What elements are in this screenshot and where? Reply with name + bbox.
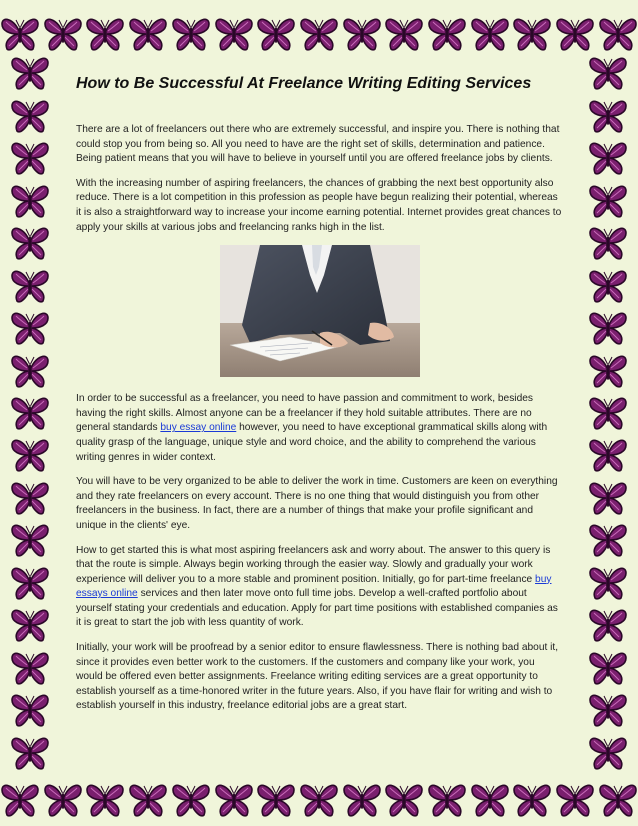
- butterfly-icon: [43, 16, 83, 52]
- butterfly-icon: [588, 607, 628, 643]
- butterfly-icon: [10, 607, 50, 643]
- paragraph-2: With the increasing number of aspiring freelancers, the chances of grabbing the next best opportunity also reduce. There is a lot competition in this profession as people have begun realizing their potential, whereas it is also a straightforward way to increase your income earning potential. Internet provides great chances to apply your skills at various jobs and freelancing ranks high in the list.: [76, 177, 562, 233]
- butterfly-icon: [588, 183, 628, 219]
- paragraph-5: [76, 544, 564, 632]
- paragraph-5-text-after: services and then later move onto full time jobs. Develop a well-crafted portfolio about yourself stating your credentials and education. Apply for part time positions with established companies as it is great to start the job with less quantity of work.: [76, 588, 558, 629]
- butterfly-icon: [588, 268, 628, 304]
- butterfly-icon: [299, 16, 339, 52]
- butterfly-icon: [555, 782, 595, 818]
- butterfly-icon: [427, 782, 467, 818]
- butterfly-icon: [171, 16, 211, 52]
- butterfly-icon: [588, 225, 628, 261]
- butterfly-icon: [10, 437, 50, 473]
- butterfly-icon: [588, 395, 628, 431]
- butterfly-icon: [214, 782, 254, 818]
- butterfly-icon: [588, 480, 628, 516]
- butterfly-icon: [43, 782, 83, 818]
- butterfly-icon: [588, 650, 628, 686]
- butterfly-icon: [588, 310, 628, 346]
- paragraph-6: Initially, your work will be proofread by a senior editor to ensure flawlessness. There is nothing bad about it, since it provides even better work to the customers. If the customers and company like your work, you would be offered even better assignments. Freelance writing editing services are a great opportunity to establish yourself as a time-honored writer in the future years. Also, if you have flair for writing and wish to establish yourself in this industry, freelance editorial jobs are a great start.: [76, 642, 559, 712]
- butterfly-icon: [342, 782, 382, 818]
- bottom-butterfly-border: [0, 774, 638, 826]
- butterfly-icon: [10, 55, 50, 91]
- paragraph-4: You will have to be very organized to be able to deliver the work in time. Customers are keen on everything and they rate freelancers on every account. There is no one thing that would distinguish you from other freelancers in the business. In fact, there are a number of things that make your profile significant and unique in the clients' eye.: [76, 476, 558, 531]
- butterfly-icon: [588, 55, 628, 91]
- person-writing-photo: [220, 245, 420, 377]
- butterfly-icon: [10, 522, 50, 558]
- top-butterfly-border: [0, 8, 638, 60]
- butterfly-icon: [427, 16, 467, 52]
- butterfly-icon: [588, 353, 628, 389]
- right-butterfly-border: [582, 52, 634, 774]
- butterfly-icon: [10, 565, 50, 601]
- paragraph-3-text-after: however, you need to have exceptional grammatical skills along with quality grasp of the language, unique style and word choice, and the ability to comprehend the various writing genres in wider context.: [76, 422, 548, 463]
- buy-essays-online-link[interactable]: buy essays online: [76, 573, 552, 600]
- butterfly-icon: [256, 782, 296, 818]
- left-butterfly-border: [4, 52, 56, 774]
- butterfly-icon: [85, 16, 125, 52]
- butterfly-icon: [598, 16, 638, 52]
- butterfly-icon: [512, 782, 552, 818]
- butterfly-icon: [10, 480, 50, 516]
- paragraph-3-text-before: In order to be successful as a freelancer, you need to have passion and commitment to work, besides having the right skills. Almost anyone can be a freelancer if they hold suitable attributes. There are no general standards: [76, 393, 533, 434]
- paragraph-1: There are a lot of freelancers out there who are extremely successful, and inspire you. There is nothing that could stop you from being so. All you need to have are the right set of skills, determination and patience. Being patient means that you will have to believe in yourself until you are offered freelance jobs by clients.: [76, 124, 560, 165]
- butterfly-icon: [256, 16, 296, 52]
- paragraph-3: [76, 392, 564, 465]
- butterfly-icon: [10, 735, 50, 771]
- butterfly-icon: [470, 782, 510, 818]
- butterfly-icon: [588, 522, 628, 558]
- butterfly-icon: [128, 16, 168, 52]
- butterfly-icon: [10, 353, 50, 389]
- butterfly-icon: [85, 782, 125, 818]
- butterfly-icon: [10, 310, 50, 346]
- butterfly-icon: [588, 692, 628, 728]
- butterfly-icon: [10, 268, 50, 304]
- butterfly-icon: [588, 437, 628, 473]
- butterfly-icon: [342, 16, 382, 52]
- butterfly-icon: [384, 16, 424, 52]
- butterfly-icon: [588, 98, 628, 134]
- butterfly-icon: [555, 16, 595, 52]
- butterfly-icon: [171, 782, 211, 818]
- butterfly-icon: [10, 98, 50, 134]
- butterfly-icon: [598, 782, 638, 818]
- butterfly-icon: [10, 140, 50, 176]
- butterfly-icon: [10, 225, 50, 261]
- butterfly-icon: [10, 692, 50, 728]
- paragraph-5-text-before: How to get started this is what most aspiring freelancers ask and worry about. The answer to this query is that the route is simple. Always begin working through the easier way. Slowly and gradually your work experience will deliver you to a more stable and prominent position. Initially, go for part-time freelance: [76, 544, 551, 585]
- butterfly-icon: [10, 395, 50, 431]
- butterfly-icon: [128, 782, 168, 818]
- butterfly-icon: [588, 565, 628, 601]
- butterfly-icon: [10, 183, 50, 219]
- butterfly-icon: [470, 16, 510, 52]
- butterfly-icon: [588, 140, 628, 176]
- page-title: How to Be Successful At Freelance Writing Editing Services: [76, 75, 532, 92]
- butterfly-icon: [384, 782, 424, 818]
- article-body: [76, 74, 564, 724]
- butterfly-icon: [0, 16, 40, 52]
- butterfly-icon: [512, 16, 552, 52]
- buy-essay-online-link[interactable]: buy essay online: [160, 422, 237, 434]
- butterfly-icon: [299, 782, 339, 818]
- butterfly-icon: [214, 16, 254, 52]
- butterfly-icon: [0, 782, 40, 818]
- butterfly-icon: [588, 735, 628, 771]
- butterfly-icon: [10, 650, 50, 686]
